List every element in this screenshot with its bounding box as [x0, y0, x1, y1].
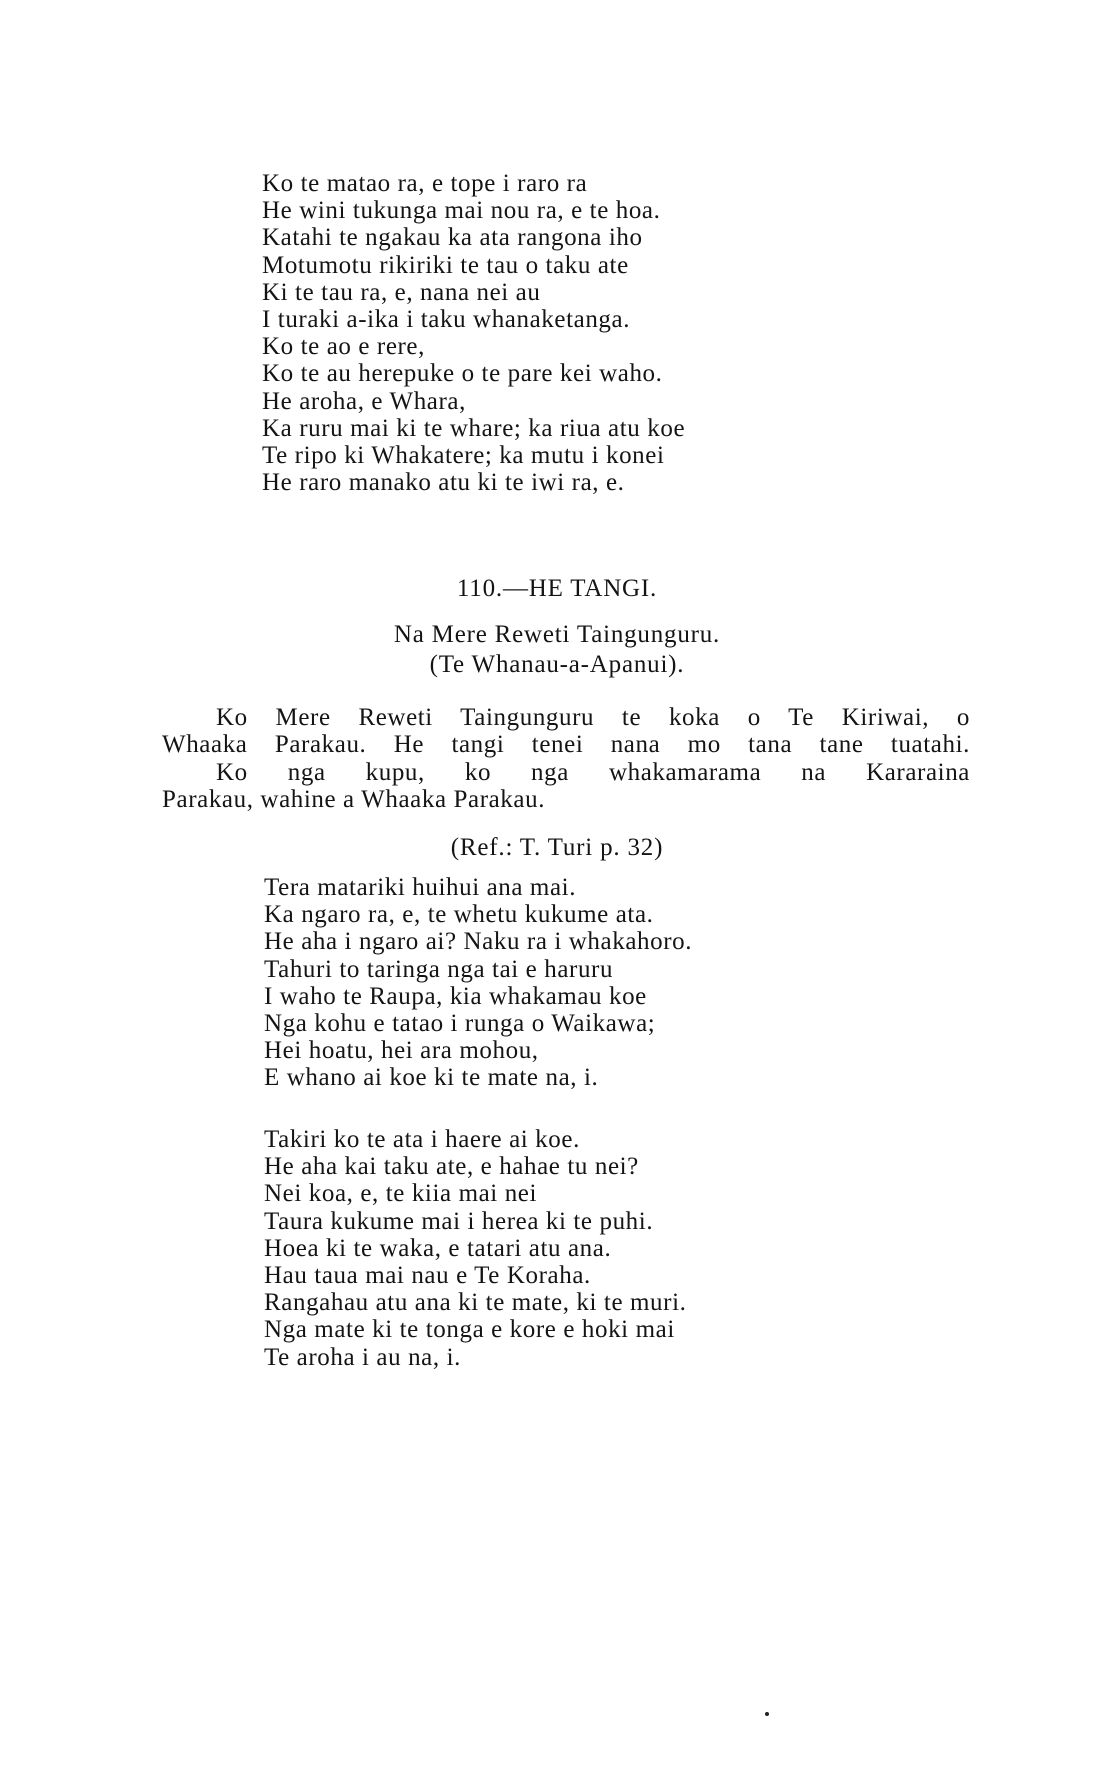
poem-line: Nei koa, e, te kiia mai nei — [264, 1180, 538, 1208]
intro-line: Whaaka Parakau. He tangi tenei nana mo tana tane tuatahi. — [162, 731, 970, 759]
poem-line: Tahuri to taringa nga tai e haruru — [264, 955, 614, 983]
poem-line: Rangahau atu ana ki te mate, ki te muri. — [264, 1289, 687, 1317]
poem-line: Tera matariki huihui ana mai. — [264, 874, 577, 901]
song-reference: (Ref.: T. Turi p. 32) — [450, 834, 664, 861]
poem-line: Ko te matao ra, e tope i raro ra — [262, 170, 588, 197]
song-introduction — [162, 704, 970, 813]
poem-line: Nga mate ki te tonga e kore e hoki mai — [264, 1316, 675, 1344]
poem-line: Ko te ao e rere, — [262, 333, 425, 361]
poem-line: I waho te Raupa, kia whakamau koe — [264, 982, 647, 1010]
poem-line: Motumotu rikiriki te tau o taku ate — [262, 251, 629, 279]
intro-line: Parakau, wahine a Whaaka Parakau. — [162, 785, 546, 813]
poem-line: Ka ngaro ra, e, te whetu kukume ata. — [264, 901, 654, 929]
poem-stanza-2 — [264, 1126, 686, 1371]
poem-line: Ki te tau ra, e, nana nei au — [262, 278, 541, 306]
poem-line: I turaki a-ika i taku whanaketanga. — [262, 306, 631, 334]
print-speck — [765, 1712, 769, 1716]
poem-line: He raro manako atu ki te iwi ra, e. — [262, 469, 625, 497]
intro-line: Ko nga kupu, ko nga whakamarama na Kararaina — [216, 758, 970, 786]
poem-line: Hoea ki te waka, e tatari atu ana. — [264, 1234, 612, 1262]
poem-line: Katahi te ngakau ka ata rangona iho — [262, 224, 643, 252]
poem-line: Te ripo ki Whakatere; ka mutu i konei — [262, 442, 665, 470]
poem-stanza-1 — [264, 874, 692, 1092]
poem-line: He wini tukunga mai nou ra, e te hoa. — [262, 197, 661, 225]
poem-line: Ko te au herepuke o te pare kei waho. — [262, 360, 663, 388]
poem-stanza-continued — [262, 170, 685, 496]
poem-line: Takiri ko te ata i haere ai koe. — [264, 1126, 580, 1153]
poem-line: Ka ruru mai ki te whare; ka riua atu koe — [262, 414, 686, 442]
poem-line: Nga kohu e tatao i runga o Waikawa; — [264, 1010, 656, 1038]
intro-line: Ko Mere Reweti Taingunguru te koka o Te Kiriwai, o — [216, 704, 970, 731]
poem-line: Hei hoatu, hei ara mohou, — [264, 1037, 539, 1065]
poem-line: E whano ai koe ki te mate na, i. — [264, 1064, 599, 1092]
poem-line: Hau taua mai nau e Te Koraha. — [264, 1262, 591, 1290]
poem-line: Taura kukume mai i herea ki te puhi. — [264, 1207, 654, 1235]
poem-line: He aroha, e Whara, — [262, 387, 466, 415]
song-tribe: (Te Whanau-a-Apanui). — [429, 651, 685, 678]
poem-line: He aha i ngaro ai? Naku ra i whakahoro. — [264, 928, 693, 956]
poem-line: He aha kai taku ate, e hahae tu nei? — [264, 1153, 639, 1181]
song-title: 110.—HE TANGI. — [456, 575, 658, 602]
poem-line: Te aroha i au na, i. — [264, 1343, 461, 1371]
song-author: Na Mere Reweti Taingunguru. — [393, 621, 721, 648]
